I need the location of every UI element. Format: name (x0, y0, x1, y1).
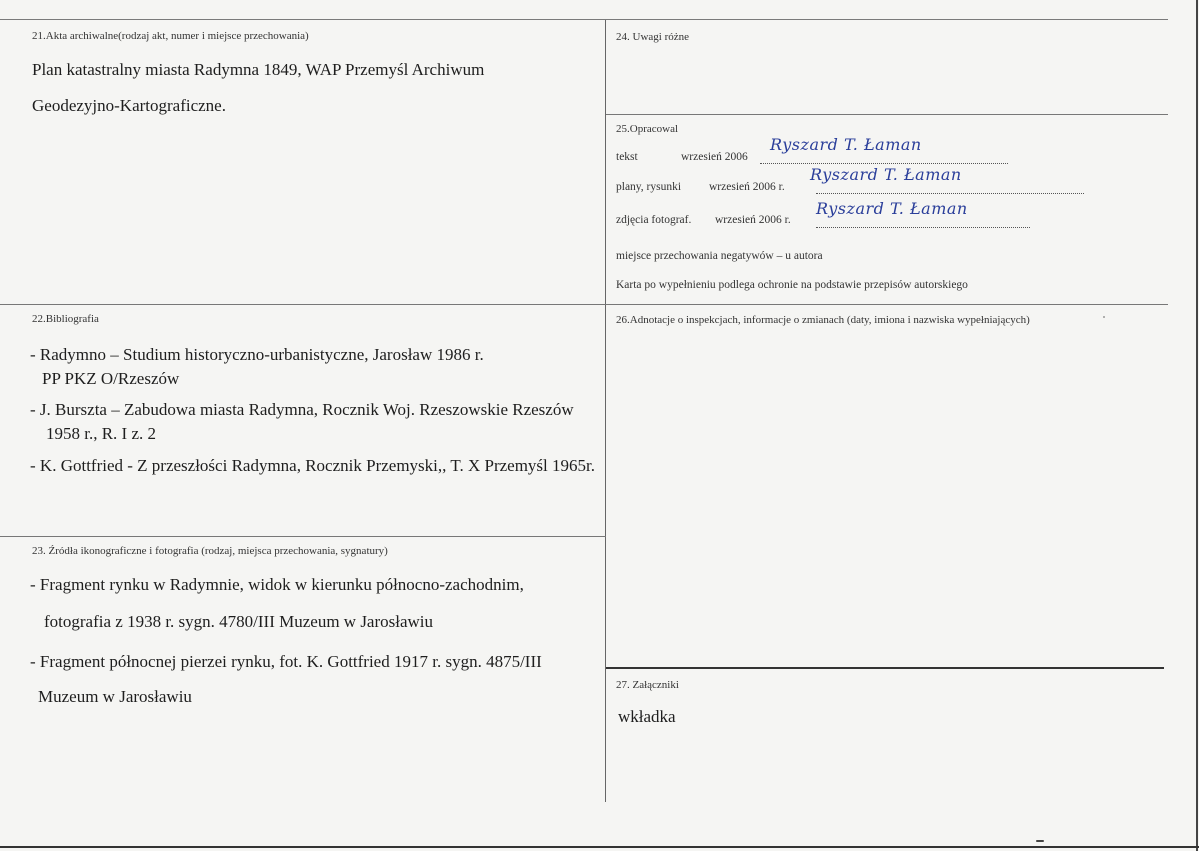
copyright-note: Karta po wypełnieniu podlega ochronie na podstawie przepisów autorskiego (616, 279, 968, 291)
scan-speck (1036, 840, 1044, 842)
section-26-label: 26.Adnotacje o inspekcjach, informacje o zmianach (daty, imiona i nazwiska wypełniających) (616, 314, 1030, 326)
archival-line-2: Geodezyjno-Kartograficzne. (32, 96, 226, 115)
divider-24-25 (606, 114, 1168, 115)
section-25-label: 25.Opracowal (616, 123, 679, 135)
row-category: plany, rysunki (616, 181, 682, 193)
form-top-border (0, 19, 1168, 20)
iconography-line: fotografia z 1938 r. sygn. 4780/III Muzeum w Jarosławiu (44, 612, 434, 631)
bibliography-line: - J. Burszta – Zabudowa miasta Radymna, Rocznik Woj. Rzeszowskie Rzeszów (30, 400, 574, 419)
row-date: wrzesień 2006 r. (709, 181, 785, 193)
handwritten-signature-3: Ryszard T. Łaman (816, 199, 968, 218)
section-27-label: 27. Załączniki (616, 679, 679, 691)
row-date: wrzesień 2006 (681, 151, 748, 163)
row-category: zdjęcia fotograf. (616, 214, 692, 226)
iconography-line: - Fragment rynku w Radymnie, widok w kierunku północno-zachodnim, (30, 575, 524, 594)
bibliography-line: PP PKZ O/Rzeszów (42, 369, 180, 388)
negatives-storage: miejsce przechowania negatywów – u autora (616, 250, 823, 262)
handwritten-signature-2: Ryszard T. Łaman (810, 165, 962, 184)
bibliography-line: - K. Gottfried - Z przeszłości Radymna, Rocznik Przemyski,, T. X Przemyśl 1965r. (30, 456, 595, 475)
bibliography-line: - Radymno – Studium historyczno-urbanistyczne, Jarosław 1986 r. (30, 345, 484, 364)
scan-speck (1103, 316, 1105, 318)
archival-line-1: Plan katastralny miasta Radymna 1849, WAP Przemyśl Archiwum (32, 60, 485, 79)
signature-dotted-line (816, 192, 1084, 194)
handwritten-signature-1: Ryszard T. Łaman (770, 135, 922, 154)
divider-row-2 (0, 304, 1168, 305)
attachments-value: wkładka (618, 707, 676, 726)
signature-dotted-line (760, 162, 1008, 164)
row-category: tekst (616, 151, 638, 163)
form-right-edge (1196, 0, 1198, 851)
row-date: wrzesień 2006 r. (715, 214, 791, 226)
section-22-label: 22.Bibliografia (32, 313, 99, 325)
form-bottom-edge (0, 846, 1199, 848)
section-24-label: 24. Uwagi różne (616, 31, 690, 43)
iconography-line: Muzeum w Jarosławiu (38, 687, 192, 706)
bibliography-line: 1958 r., R. I z. 2 (46, 424, 157, 443)
signature-dotted-line (816, 226, 1030, 228)
divider-26-27 (606, 667, 1164, 669)
column-divider (605, 20, 606, 802)
section-23-label: 23. Źródła ikonograficzne i fotografia (rodzaj, miejsca przechowania, sygnatury) (32, 545, 388, 557)
divider-22-23 (0, 536, 606, 537)
iconography-line: - Fragment północnej pierzei rynku, fot. K. Gottfried 1917 r. sygn. 4875/III (30, 652, 542, 671)
section-21-label: 21.Akta archiwalne(rodzaj akt, numer i miejsce przechowania) (32, 30, 309, 42)
